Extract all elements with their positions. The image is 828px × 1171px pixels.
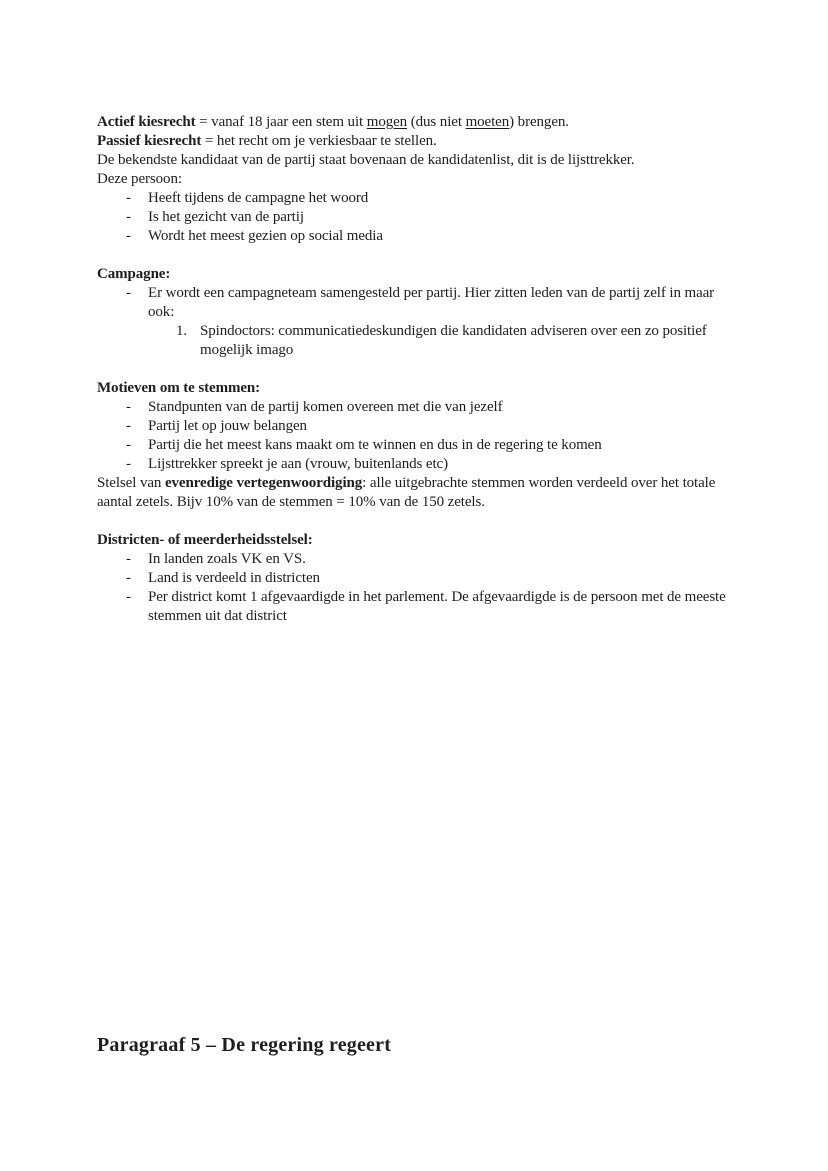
list-marker: -	[126, 190, 131, 206]
text-run: Deze persoon:	[97, 171, 182, 187]
text-run: Er wordt een campagneteam samengesteld per partij. Hier zitten leden van de partij zelf in maar ook:	[148, 285, 715, 320]
text-run: Passief kiesrecht	[97, 133, 202, 149]
list-item	[97, 569, 740, 588]
text-run: Land is verdeeld in districten	[148, 570, 320, 586]
list-item	[97, 398, 740, 417]
list-marker: -	[126, 399, 131, 415]
text-run: In landen zoals VK en VS.	[148, 551, 306, 567]
list-marker: 1.	[176, 323, 188, 339]
text-run: moeten	[465, 114, 510, 130]
text-run: ) brengen.	[509, 114, 569, 130]
text-run: Partij let op jouw belangen	[148, 418, 307, 434]
text-run: Districten- of meerderheidsstelsel:	[97, 532, 313, 548]
text-run: Motieven om te stemmen:	[97, 380, 261, 396]
text-run: Campagne:	[97, 266, 171, 282]
text-run: Heeft tijdens de campagne het woord	[148, 190, 369, 206]
paragraph	[97, 170, 740, 189]
text-run: Per district komt 1 afgevaardigde in het parlement. De afgevaardigde is de persoon met de meeste stemmen uit dat district	[148, 589, 726, 624]
text-run: De bekendste kandidaat van de partij staat bovenaan de kandidatenlist, dit is de lijsttrekker.	[97, 152, 635, 168]
list-marker: -	[126, 285, 131, 301]
list-marker: -	[126, 551, 131, 567]
list-item	[97, 284, 740, 322]
paragraph	[97, 132, 740, 151]
list-item	[97, 436, 740, 455]
document-body	[97, 113, 740, 626]
list-item	[97, 588, 740, 626]
paragraph	[97, 531, 740, 550]
list-marker: -	[126, 437, 131, 453]
text-run: Wordt het meest gezien op social media	[148, 228, 383, 244]
spacer	[97, 512, 740, 531]
paragraph	[97, 113, 740, 132]
list-marker: -	[126, 570, 131, 586]
text-run: Stelsel van	[97, 475, 165, 491]
text-run: = vanaf 18 jaar een stem uit	[195, 114, 367, 130]
text-run: : alle uitgebrachte stemmen worden verdeeld over het totale aantal zetels. Bijv 10% van de stemmen = 10% van de 150 zetels.	[97, 475, 716, 510]
paragraph	[97, 379, 740, 398]
list-item	[97, 227, 740, 246]
list-item	[97, 550, 740, 569]
text-run: Spindoctors: communicatiedeskundigen die kandidaten adviseren over een zo positief mogelijk imago	[200, 323, 707, 358]
spacer	[97, 360, 740, 379]
list-item	[97, 189, 740, 208]
list-marker: -	[126, 228, 131, 244]
paragraph	[97, 474, 740, 512]
text-run: Standpunten van de partij komen overeen met die van jezelf	[148, 399, 503, 415]
list-marker: -	[126, 589, 131, 605]
list-item	[97, 455, 740, 474]
paragraph	[97, 265, 740, 284]
list-marker: -	[126, 209, 131, 225]
text-run: = het recht om je verkiesbaar te stellen.	[201, 133, 437, 149]
list-marker: -	[126, 456, 131, 472]
paragraph	[97, 151, 740, 170]
spacer	[97, 246, 740, 265]
list-item	[97, 417, 740, 436]
text-run: Is het gezicht van de partij	[148, 209, 304, 225]
text-run: Partij die het meest kans maakt om te winnen en dus in de regering te komen	[148, 437, 602, 453]
text-run: mogen	[366, 114, 408, 130]
numbered-item	[97, 322, 740, 360]
section-heading-paragraaf-5: Paragraaf 5 – De regering regeert	[97, 1034, 392, 1056]
list-marker: -	[126, 418, 131, 434]
list-item	[97, 208, 740, 227]
text-run: (dus niet	[407, 114, 466, 130]
text-run: evenredige vertegenwoordiging	[164, 475, 363, 491]
text-run: Lijsttrekker spreekt je aan (vrouw, buitenlands etc)	[148, 456, 448, 472]
text-run: Actief kiesrecht	[97, 114, 196, 130]
